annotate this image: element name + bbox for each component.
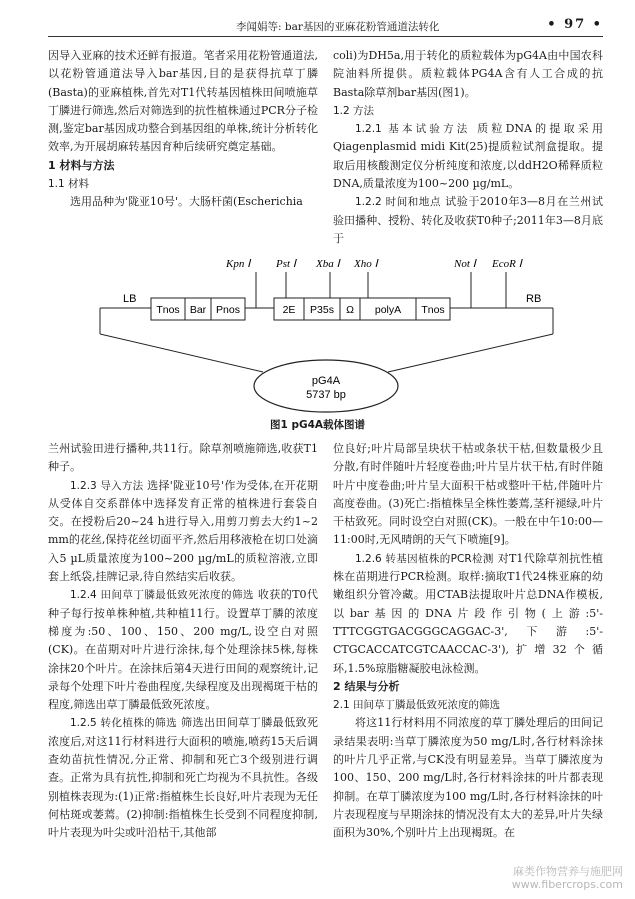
plasmid-paragraph: coli)为DH5a,用于转化的质粒载体为pG4A由中国农科院油料所提供。质粒载体PG4A含有人工合成的抗Basta除草剂bar基因(图1)。: [333, 49, 603, 99]
running-header: [0, 0, 635, 40]
left-column-top: [48, 47, 318, 212]
method-1-2-1-label: 1.2.1 基本试验方法: [355, 123, 471, 136]
site-xho1: Xho Ⅰ: [354, 258, 378, 270]
intro-paragraph-end: 因导入亚麻的技术还鲜有报道。笔者采用花粉管通道法,以花粉管通道法导入bar基因,目的是获得抗草丁膦(Basta)的亚麻植株,首先对T1代转基因植株田间喷施草丁膦进行筛选,然后对筛选到的抗性植株通过PCR分子检测,鉴定bar基因成功整合到基因组的单株,统计分析转化效率,为开展胡麻转基因育种后续研究奠定基础。: [48, 49, 318, 154]
box-tnos-left: Tnos: [156, 304, 180, 316]
site-ecor1: EcoR Ⅰ: [492, 258, 522, 270]
materials-paragraph: 选用品种为'陇亚10号'。大肠杆菌(Escherichia: [70, 195, 303, 209]
box-2e: 2E: [282, 304, 296, 316]
method-1-2-2: [333, 193, 603, 248]
method-1-2-5: [48, 714, 318, 842]
site-xba1: Xba Ⅰ: [316, 258, 340, 270]
box-p35s: P35s: [310, 304, 334, 316]
method-1-2-5-label: 1.2.5 转化植株的筛选: [70, 717, 178, 730]
lb-label: LB: [123, 293, 137, 305]
figure-caption: 图1 pG4A载体图谱: [269, 419, 366, 431]
left-column-bottom: [48, 440, 318, 843]
method-1-2-1-text: 质粒DNA的提取采用Qiagenplasmid midi Kit(25)提质粒试剂盒提取。提取后用核酸测定仪分析纯度和浓度,以ddH2O稀释质粒DNA,质量浓度为100~200 µg/mL。: [333, 122, 603, 191]
method-1-2-6-label: 1.2.6 转基因植株的PCR检测: [355, 552, 494, 565]
method-1-2-5-text: 筛选出田间草丁膦最低致死浓度后,对这11行材料进行大面积的喷施,喷药15天后调查幼苗抗性情况,分正常、抑制和死亡3个级别进行调查。正常为具有抗性,抑制和死亡均视为不具抗性。各级别植株表现为:(1)正常:指植株生长良好,叶片表现为无任何枯斑或萎蔫。(2)抑制:指植株生长受到不同程度抑制,叶片表现为叶尖或叶沿枯干,其他部: [48, 716, 318, 840]
method-1-2-4-label: 1.2.4 田间草丁膦最低致死浓度的筛选: [70, 589, 254, 602]
section-heading-1: 1 材料与方法: [48, 158, 115, 172]
header-rule: [48, 36, 603, 37]
method-1-2-3-text: 选择'陇亚10号'作为受体,在开花期从受体自交系群体中选择发育正常的植株进行套袋自交。在授粉后20~24 h进行导入,用剪刀剪去大约1~2 mm的花丝,保持花丝切面平齐,然后用移液枪在切口处滴入5 µL质量浓度为100~200 µg/mL的质粒溶液,立即套上纸袋,挂牌记录,待自然结实后收获。: [48, 478, 318, 584]
field-paragraph: 兰州试验田进行播种,共11行。除草剂喷施筛选,收获T1种子。: [48, 442, 318, 474]
rb-label: RB: [526, 293, 542, 305]
method-1-2-6-text: 对T1代除草剂抗性植株在苗期进行PCR检测。取样:摘取T1代24株亚麻的幼嫩组织分管冷藏。用CTAB法提取叶片总DNA作模板,以bar基因的DNA片段作引物(上游:5'-TTTCGGTGACGGGCAGGAC-3',下游:5'-CTGCACCATCGTCAACCAC-3'),扩增32个循环,1.5%琼脂糖凝胶电泳检测。: [333, 551, 603, 675]
site-not1: Not Ⅰ: [454, 258, 476, 270]
site-watermark: [512, 865, 623, 891]
plasmid-size: 5737 bp: [306, 389, 346, 401]
plasmid-name: pG4A: [311, 375, 341, 387]
results-paragraph: 将这11行材料用不同浓度的草丁膦处理后的田间记录结果表明:当草丁膦浓度为50 mg/L时,各行材料涂抹的叶片几乎正常,与CK没有明显差异。当草丁膦浓度为100、150、200 mg/L时,各行材料涂抹的叶片都表现抑制。在草丁膦浓度为100 mg/L时,各行材料涂抹的叶片表现程度与早期涂抹的情况没有太大的差异,叶片失绿面积为30%,个别叶片上出现褐斑。在: [333, 716, 603, 840]
box-polya: polyA: [374, 304, 402, 316]
box-tnos-right: Tnos: [421, 304, 445, 316]
subsection-heading-2-1: 2.1 田间草丁膦最低致死浓度的筛选: [333, 699, 501, 712]
method-1-2-6: [333, 550, 603, 678]
method-1-2-1: [333, 120, 603, 193]
site-kpn1: Kpn Ⅰ: [226, 258, 251, 270]
section-heading-2: 2 结果与分析: [333, 679, 400, 693]
subsection-heading-1-1: 1.1 材料: [48, 178, 90, 191]
page-number: • 97 •: [547, 17, 603, 32]
method-1-2-3-label: 1.2.3 导入方法: [70, 479, 144, 492]
watermark-line-1: 麻类作物营养与施肥网: [513, 865, 623, 878]
right-column-top: [333, 47, 603, 248]
box-pnos: Pnos: [216, 304, 240, 316]
vector-map-figure: [48, 250, 603, 420]
method-1-2-3: [48, 477, 318, 587]
grading-paragraph: 位良好;叶片局部呈块状干枯或条状干枯,但数量极少且分散,有时伴随叶片轻度卷曲;叶片呈片状干枯,有时伴随叶片中度卷曲;叶片呈大面积干枯或整叶干枯,伴随叶片高度卷曲。(3)死亡:指植株呈全株性萎蔫,茎秆褪绿,叶片干枯致死。同时设空白对照(CK)。一般在中午10:00—11:00时,无风晴朗的天气下喷施[9]。: [333, 442, 603, 547]
method-1-2-4-text: 收获的T0代种子每行按单株种植,共种植11行。设置草丁膦的浓度梯度为:50、100、150、200 mg/L,设空白对照(CK)。在苗期对叶片进行涂抹,每个处理涂抹5株,每株涂抹20个叶片。在涂抹后第4天进行田间的观察统计,记录每个处理下叶片卷曲程度,失绿程度及出现褐斑干枯的程度,筛选出草丁膦最低致死浓度。: [48, 588, 318, 712]
method-1-2-2-label: 1.2.2 时间和地点: [355, 196, 442, 209]
subsection-heading-1-2: 1.2 方法: [333, 104, 375, 117]
box-bar: Bar: [189, 304, 207, 316]
method-1-2-2-text: 试验于2010年3—8月在兰州试验田播种、授粉、转化及收获T0种子;2011年3—8月底于: [333, 195, 603, 245]
watermark-line-2: www.fibercrops.com: [511, 878, 623, 891]
running-title: 李闻娟等: bar基因的亚麻花粉管通道法转化: [236, 21, 440, 33]
method-1-2-4: [48, 586, 318, 714]
right-column-bottom: [333, 440, 603, 843]
site-pst1: Pst Ⅰ: [276, 258, 297, 270]
box-omega: Ω: [346, 304, 354, 316]
